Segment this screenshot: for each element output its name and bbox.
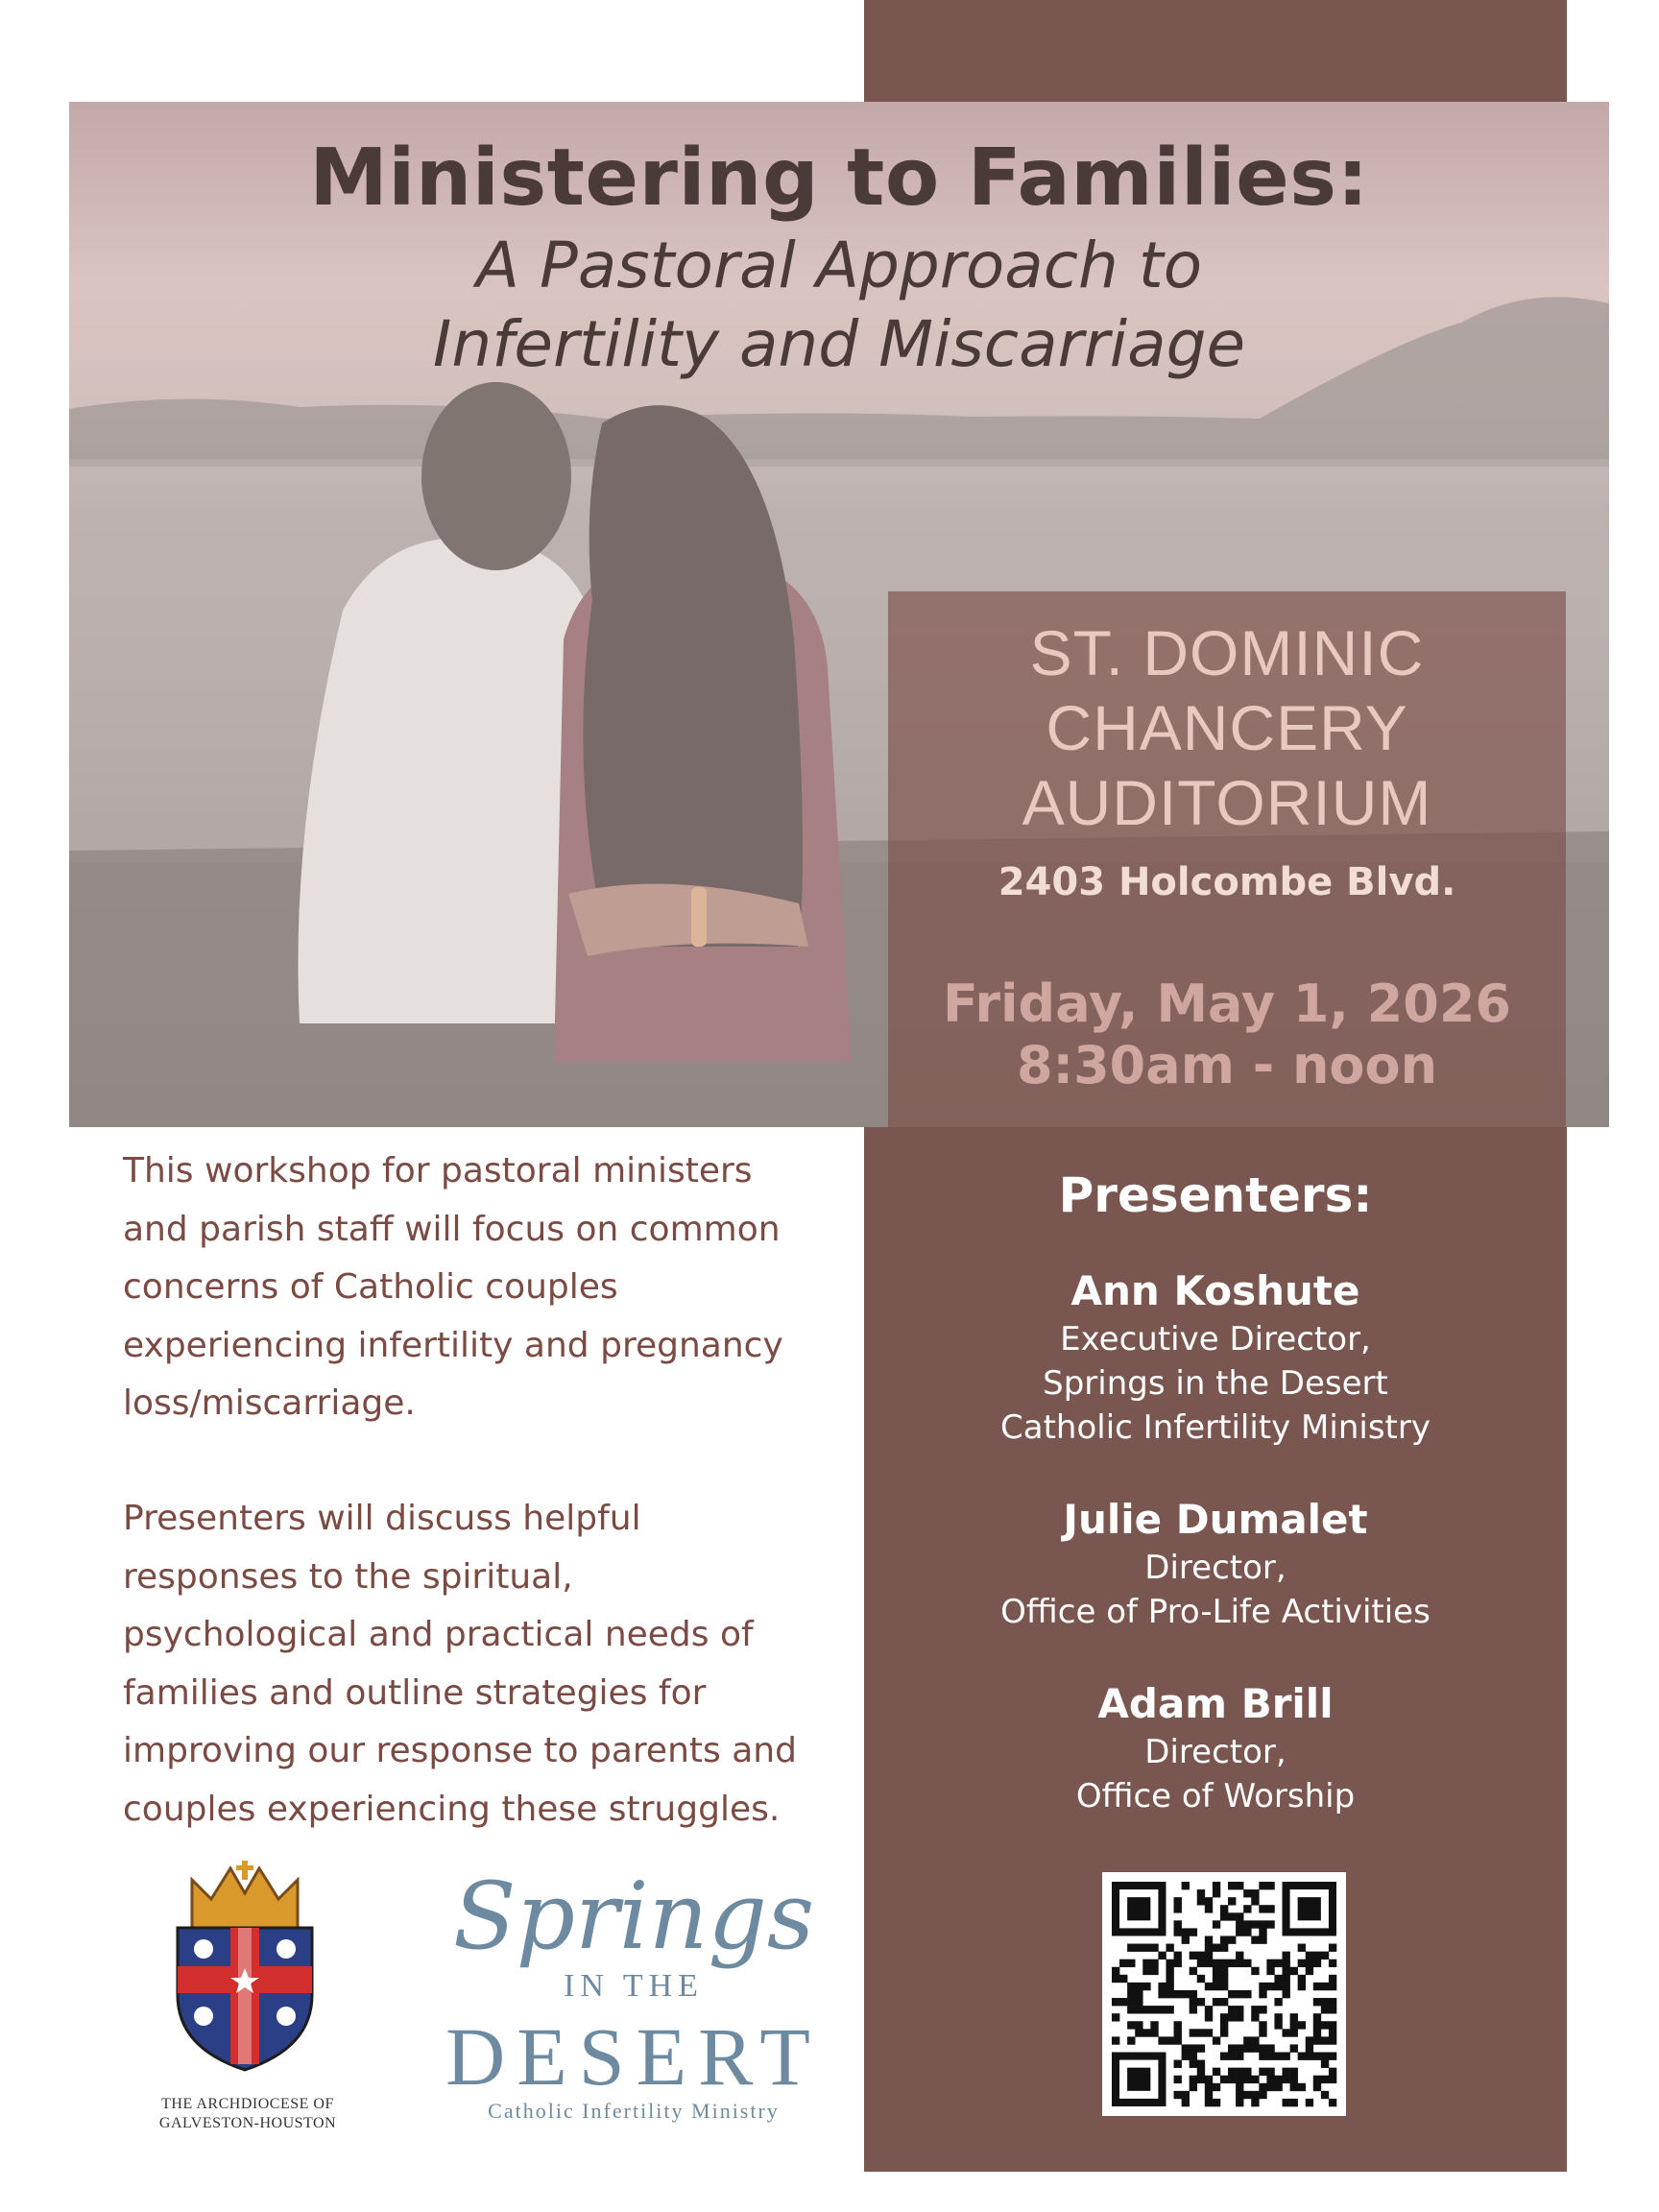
archdiocese-crest-icon bbox=[154, 1861, 336, 2072]
qr-code-icon[interactable] bbox=[1102, 1872, 1346, 2116]
presenter-name: Ann Koshute bbox=[1070, 1267, 1360, 1314]
presenter-role-line: Springs in the Desert bbox=[1043, 1364, 1388, 1403]
archdiocese-caption-line2: GALVESTON-HOUSTON bbox=[158, 2115, 337, 2131]
title-subheading-line1: A Pastoral Approach to bbox=[475, 228, 1203, 302]
presenter-role bbox=[864, 1730, 1567, 1818]
springs-logo-script: Springs bbox=[452, 1863, 815, 1970]
presenter-role-line: Executive Director, bbox=[1060, 1320, 1371, 1358]
description-line: couples experiencing these struggles. bbox=[123, 1789, 781, 1829]
title-subheading-line2: Infertility and Miscarriage bbox=[432, 307, 1246, 381]
description-line: loss/miscarriage. bbox=[123, 1383, 416, 1423]
description-line: responses to the spiritual, bbox=[123, 1556, 573, 1597]
qr-code-graphic bbox=[1102, 1872, 1346, 2116]
description-line: Presenters will discuss helpful bbox=[123, 1499, 641, 1538]
description-line: improving our response to parents and bbox=[123, 1731, 797, 1770]
springs-logo-tagline: Catholic Infertility Ministry bbox=[488, 2099, 780, 2123]
presenter-name: Julie Dumalet bbox=[1063, 1496, 1368, 1543]
event-time: 8:30am - noon bbox=[1016, 1035, 1438, 1095]
description-line: families and outline strategies for bbox=[123, 1672, 707, 1713]
presenter-role-line: Office of Worship bbox=[1075, 1777, 1356, 1815]
presenter-role bbox=[864, 1546, 1567, 1634]
description-line: This workshop for pastoral ministers bbox=[123, 1151, 753, 1190]
title-heading: Ministering to Families: bbox=[309, 132, 1369, 224]
venue-name-line1: ST. DOMINIC bbox=[1029, 617, 1425, 688]
archdiocese-caption-line1: THE ARCHDIOCESE OF bbox=[161, 2096, 334, 2112]
presenter-role-line: Office of Pro-Life Activities bbox=[1000, 1593, 1431, 1631]
presenter-role-line: Director, bbox=[1144, 1733, 1286, 1771]
springs-logo-in-the: IN THE bbox=[564, 1968, 704, 2004]
springs-logo-desert: DESERT bbox=[445, 2010, 822, 2103]
venue-name-line3: AUDITORIUM bbox=[1022, 767, 1432, 838]
description-paragraph-1 bbox=[123, 1142, 853, 1433]
venue-address: 2403 Holcombe Blvd. bbox=[998, 860, 1456, 904]
presenter-role-line: Director, bbox=[1144, 1549, 1286, 1587]
presenter-role bbox=[864, 1317, 1567, 1450]
description-line: experiencing infertility and pregnancy bbox=[123, 1325, 783, 1365]
description-line: psychological and practical needs of bbox=[123, 1615, 754, 1654]
event-date: Friday, May 1, 2026 bbox=[942, 974, 1512, 1034]
description-line: and parish staff will focus on common bbox=[123, 1209, 781, 1249]
venue-name-line2: CHANCERY bbox=[1046, 692, 1408, 763]
description-line: concerns of Catholic couples bbox=[123, 1267, 618, 1307]
presenter-name: Adam Brill bbox=[1097, 1680, 1334, 1727]
presenter-role-line: Catholic Infertility Ministry bbox=[1000, 1408, 1431, 1447]
description-paragraph-2 bbox=[123, 1490, 853, 1839]
presenters-heading: Presenters: bbox=[1058, 1167, 1373, 1223]
